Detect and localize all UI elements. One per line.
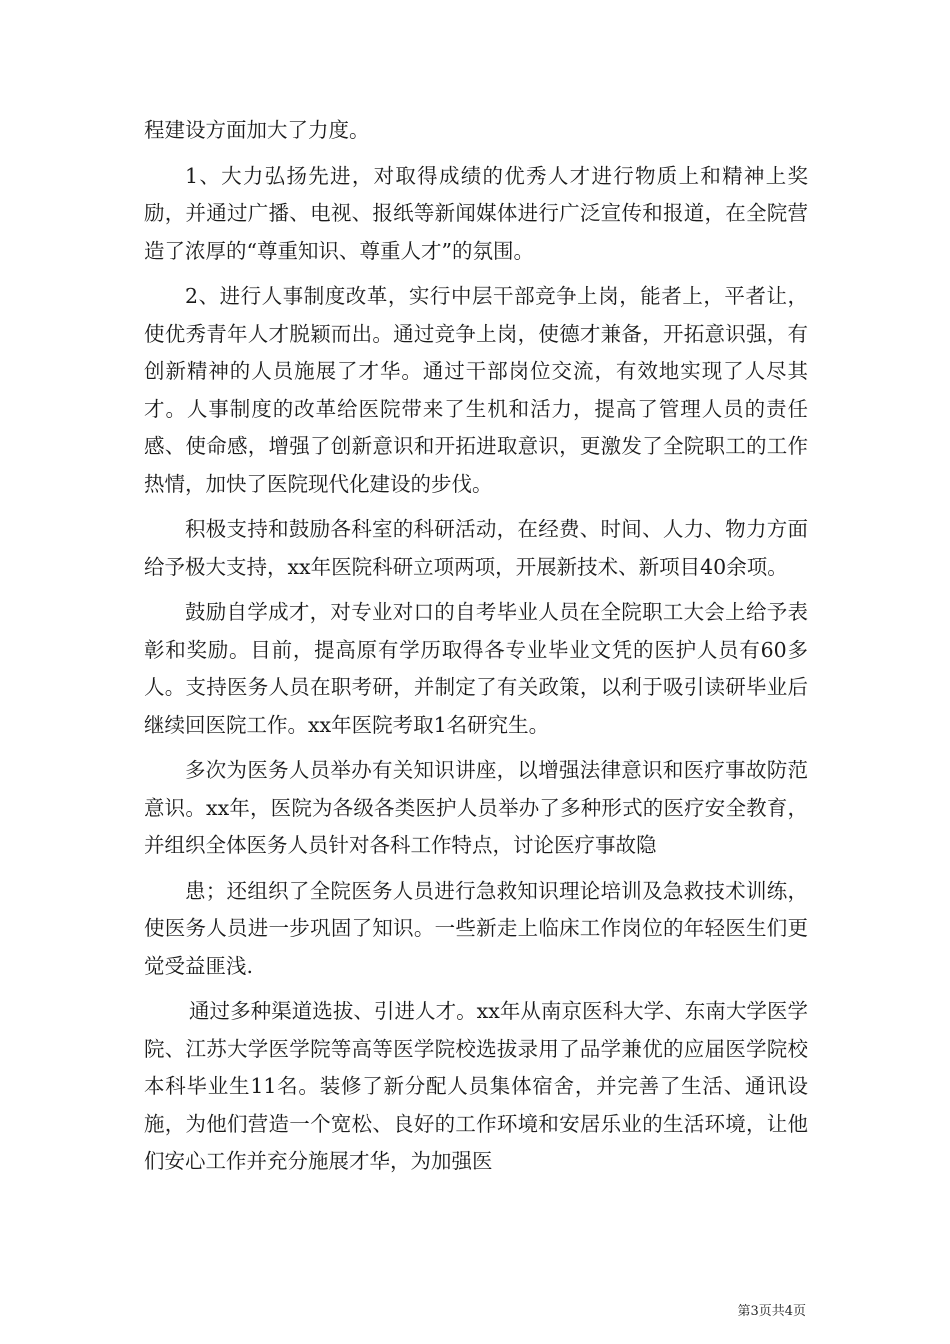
paragraph-gap: [144, 150, 808, 158]
paragraph-continuation: 程建设方面加大了力度。: [144, 118, 370, 142]
paragraph-self-study: 鼓励自学成才，对专业对口的自考毕业人员在全院职工大会上给予表彰和奖励。目前，提高原有学历取得各专业毕业文凭的医护人员有60多人。支持医务人员在职考研，并制定了有关政策，以利于吸引读研毕业后继续回医院工作。xx年医院考取1名研究生。: [144, 600, 808, 737]
paragraph-recruitment: 通过多种渠道选拔、引进人才。xx年从南京医科大学、东南大学医学院、江苏大学医学院等高等医学院校选拔录用了品学兼优的应届医学院校本科毕业生11名。装修了新分配人员集体宿舍，并完善了生活、通讯设施，为他们营造一个宽松、良好的工作环境和安居乐业的生活环境，让他们安心工作并充分施展才华，为加强医: [144, 999, 808, 1173]
paragraph-gap: [144, 985, 808, 993]
paragraph-gap: [144, 270, 808, 278]
paragraph-item-2: 2、进行人事制度改革，实行中层干部竞争上岗，能者上，平者让，使优秀青年人才脱颖而出。通过竞争上岗，使德才兼备，开拓意识强，有创新精神的人员施展了才华。通过干部岗位交流，有效地实现了人尽其才。人事制度的改革给医院带来了生机和活力，提高了管理人员的责任感、使命感，增强了创新意识和开拓进取意识，更激发了全院职工的工作热情，加快了医院现代化建设的步伐。: [144, 284, 808, 496]
paragraph-research: 积极支持和鼓励各科室的科研活动，在经费、时间、人力、物力方面给予极大支持，xx年医院科研立项两项，开展新技术、新项目40余项。: [144, 517, 808, 579]
page-number: 第3页共4页: [737, 1304, 806, 1319]
document-body: [144, 112, 808, 1181]
paragraph-gap: [144, 503, 808, 511]
paragraph-training: 患；还组织了全院医务人员进行急救知识理论培训及急救技术训练，使医务人员进一步巩固了知识。一些新走上临床工作岗位的年轻医生们更觉受益匪浅.: [144, 878, 808, 978]
paragraph-gap: [144, 586, 808, 594]
paragraph-item-1: 1、大力弘扬先进，对取得成绩的优秀人才进行物质上和精神上奖励，并通过广播、电视、报纸等新闻媒体进行广泛宣传和报道，在全院营造了浓厚的“尊重知识、尊重人才”的氛围。: [144, 163, 808, 263]
paragraph-gap: [144, 744, 808, 752]
paragraph-lectures: 多次为医务人员举办有关知识讲座，以增强法律意识和医疗事故防范意识。xx年，医院为各级各类医护人员举办了多种形式的医疗安全教育，并组织全体医务人员针对各科工作特点，讨论医疗事故隐: [144, 758, 808, 857]
paragraph-gap: [144, 865, 808, 873]
